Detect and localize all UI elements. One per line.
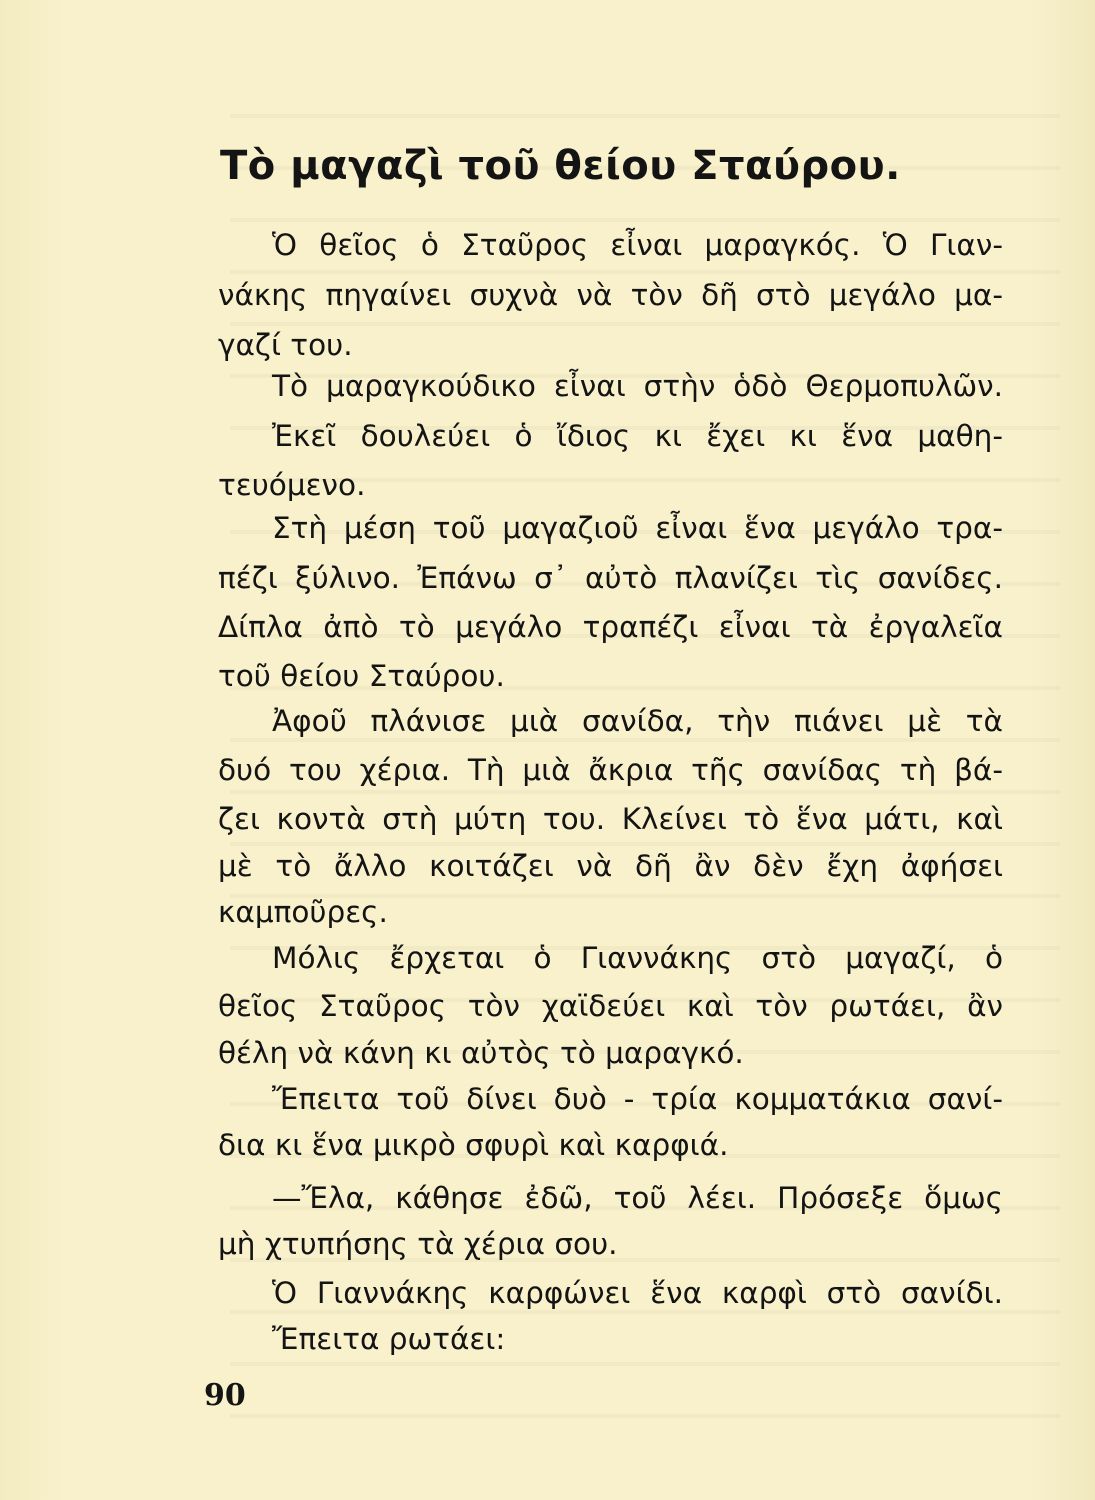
text-line: θέλη νὰ κάνη κι αὐτὸς τὸ μαραγκό.: [218, 1036, 744, 1070]
text-line: μὲ τὸ ἄλλο κοιτάζει νὰ δῆ ἂν δὲν ἔχη ἀφήσει: [218, 849, 1003, 883]
text-line: Δίπλα ἀπὸ τὸ μεγάλο τραπέζι εἶναι τὰ ἐργαλεῖα: [218, 610, 1003, 644]
text-line: Στὴ μέση τοῦ μαγαζιοῦ εἶναι ἕνα μεγάλο τρα-: [272, 511, 1003, 545]
page-number: 90: [204, 1378, 246, 1413]
text-line: Ἔπειτα ρωτάει:: [272, 1322, 506, 1356]
text-line: Ὁ Γιαννάκης καρφώνει ἕνα καρφὶ στὸ σανίδι.: [272, 1276, 1003, 1310]
text-line: μὴ χτυπήσης τὰ χέρια σου.: [218, 1227, 618, 1261]
text-line: καμποῦρες.: [218, 895, 388, 929]
text-line: Μόλις ἔρχεται ὁ Γιαννάκης στὸ μαγαζί, ὁ: [272, 941, 1003, 975]
text-line: Ὁ θεῖος ὁ Σταῦρος εἶναι μαραγκός. Ὁ Γιαν-: [272, 228, 1003, 262]
text-line: Ἐκεῖ δουλεύει ὁ ἴδιος κι ἔχει κι ἕνα μαθη-: [272, 419, 1003, 453]
text-line: —Ἔλα, κάθησε ἐδῶ, τοῦ λέει. Πρόσεξε ὅμως: [272, 1181, 1003, 1215]
text-line: ζει κοντὰ στὴ μύτη του. Κλείνει τὸ ἕνα μάτι, καὶ: [218, 802, 1003, 836]
text-line: πέζι ξύλινο. Ἐπάνω σ᾽ αὐτὸ πλανίζει τὶς σανίδες.: [218, 561, 1003, 595]
text-line: Τὸ μαραγκούδικο εἶναι στὴν ὁδὸ Θερμοπυλῶν.: [272, 369, 1003, 403]
text-line: τοῦ θείου Σταύρου.: [218, 659, 505, 693]
text-line: θεῖος Σταῦρος τὸν χαϊδεύει καὶ τὸν ρωτάει, ἂν: [218, 989, 1003, 1023]
text-line: Ἔπειτα τοῦ δίνει δυὸ - τρία κομματάκια σανί-: [272, 1082, 1003, 1116]
text-line: νάκης πηγαίνει συχνὰ νὰ τὸν δῆ στὸ μεγάλο μα-: [218, 278, 1003, 312]
text-line: Ἀφοῦ πλάνισε μιὰ σανίδα, τὴν πιάνει μὲ τὰ: [272, 704, 1003, 738]
text-line: γαζί του.: [218, 328, 353, 362]
text-line: δυό του χέρια. Τὴ μιὰ ἄκρια τῆς σανίδας τὴ βά-: [218, 753, 1003, 787]
text-line: τευόμενο.: [218, 468, 366, 502]
chapter-title: Τὸ μαγαζὶ τοῦ θείου Σταύρου.: [220, 143, 901, 189]
text-line: δια κι ἕνα μικρὸ σφυρὶ καὶ καρφιά.: [218, 1128, 729, 1162]
